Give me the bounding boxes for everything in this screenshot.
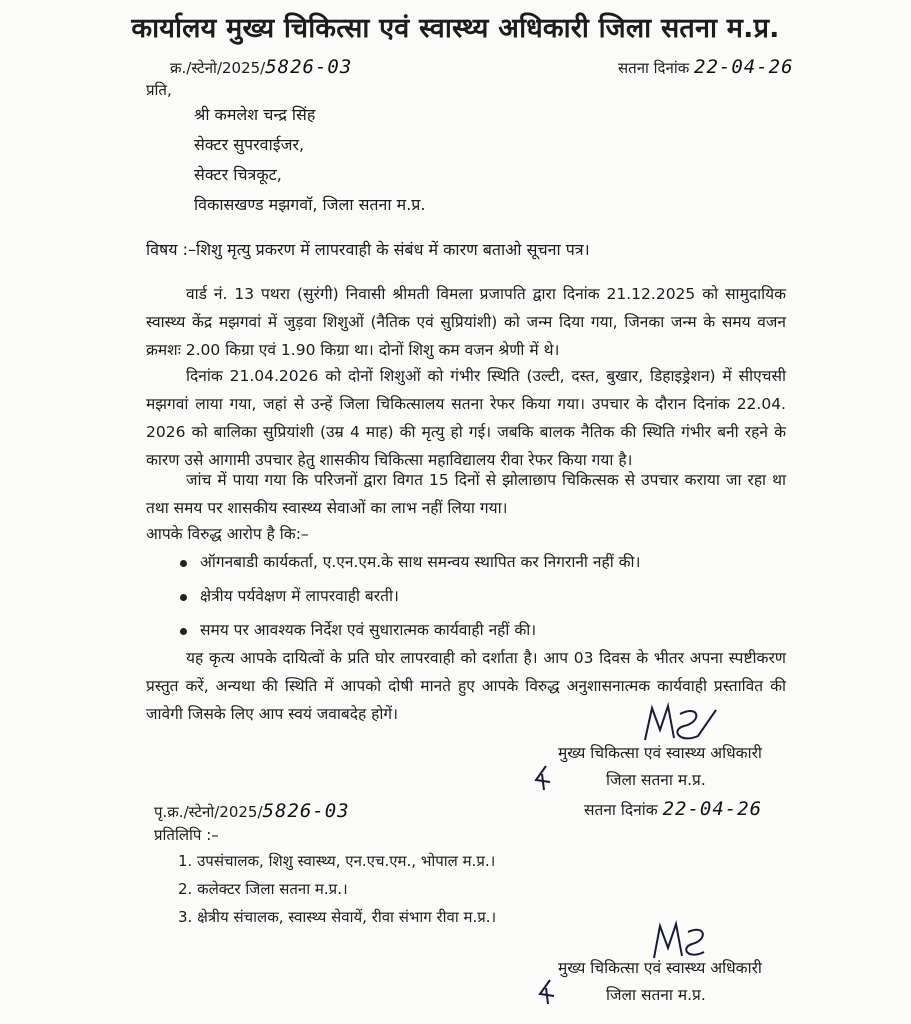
signature-date-handwritten: 22-04-26 bbox=[662, 798, 763, 820]
signatory-district: जिला सतना म.प्र. bbox=[606, 986, 706, 1004]
paragraph-1 bbox=[146, 280, 786, 364]
copy-label: प्रतिलिपि :– bbox=[154, 826, 219, 844]
date-handwritten: 22-04-26 bbox=[694, 56, 794, 78]
reference-prefix: क्र./स्टेनो/2025/ bbox=[170, 59, 266, 77]
copy-list bbox=[178, 847, 496, 931]
copy-item: 1. उपसंचालक, शिशु स्वास्थ्य, एन.एच.एम., भोपाल म.प्र.। bbox=[178, 852, 496, 870]
reference-handwritten: 5826-03 bbox=[265, 56, 353, 78]
date-label: सतना दिनांक bbox=[618, 59, 690, 77]
bullet-dot bbox=[180, 594, 187, 601]
signatory-designation: मुख्य चिकित्सा एवं स्वास्थ्य अधिकारी bbox=[558, 744, 762, 762]
paragraph-3 bbox=[146, 466, 786, 522]
paragraph-4-text: यह कृत्य आपके दायित्वों के प्रति घोर लापरवाही को दर्शाता है। आप 03 दिवस के भीतर अपना स्पष्टीकरण प्रस्तुत करें, अन्यथा की स्थिति में आपको दोषी मानते हुए आपके विरुद्ध अनुशासनात्मक कार्यवाही प्रस्तावित की जावेगी जिसके लिए आप स्वयं जवाबदेह होगें। bbox=[146, 649, 786, 723]
recipient-line: श्री कमलेश चन्द्र सिंह bbox=[194, 105, 316, 124]
copy-reference-handwritten: 5826-03 bbox=[262, 800, 350, 822]
office-title: कार्यालय मुख्य चिकित्सा एवं स्वास्थ्य अधिकारी जिला सतना म.प्र. bbox=[131, 13, 780, 44]
signature-date bbox=[584, 796, 762, 824]
letter-date bbox=[618, 56, 794, 78]
copy-item: 2. कलेक्टर जिला सतना म.प्र.। bbox=[178, 880, 348, 898]
paragraph-2 bbox=[146, 362, 786, 474]
charge-item: ऑगनबाडी कार्यकर्ता, ए.एन.एम.के साथ समन्वय स्थापित कर निगरानी नहीं की। bbox=[200, 553, 641, 571]
charges-intro: आपके विरुद्ध आरोप है कि:– bbox=[146, 525, 309, 543]
copy-reference-prefix: पृ.क्र./स्टेनो/2025/ bbox=[154, 803, 263, 821]
subject-line: विषय :–शिशु मृत्यु प्रकरण में लापरवाही के संबंध में कारण बताओ सूचना पत्र। bbox=[146, 240, 590, 259]
paragraph-1-text: वार्ड नं. 13 पथरा (सुरंगी) निवासी श्रीमती विमला प्रजापति द्वारा दिनांक 21.12.2025 को सामुदायिक स्वास्थ्य केंद्र मझगवां में जुड़वा शिशुओं (नैतिक एवं सुप्रियांशी) को जन्म दिया गया, जिनका जन्म के समय वजन क्रमशः 2.00 किग्रा एवं 1.90 किग्रा था। दोनों शिशु कम वजन श्रेणी में थे। bbox=[146, 285, 786, 359]
signatory-district: जिला सतना म.प्र. bbox=[606, 771, 706, 789]
charge-item: क्षेत्रीय पर्यवेक्षण में लापरवाही बरती। bbox=[200, 587, 399, 605]
prati-label: प्रति, bbox=[146, 81, 172, 99]
signatory-designation: मुख्य चिकित्सा एवं स्वास्थ्य अधिकारी bbox=[558, 959, 762, 977]
bullet-dot bbox=[180, 628, 187, 635]
bullet-dot bbox=[180, 560, 187, 567]
paragraph-2-text: दिनांक 21.04.2026 को दोनों शिशुओं को गंभीर स्थिति (उल्टी, दस्त, बुखार, डिहाइड्रेशन) में सीएचसी मझगवां लाया गया, जहां से उन्हें जिला चिकित्सालय सतना रेफर किया गया। उपचार के दौरान दिनांक 22.04. 2026 को बालिका सुप्रियांशी (उम्र 4 माह) की मृत्यु हो गई। जबकि बालक नैतिक की स्थिति गंभीर बनी रहने के कारण उसे आगामी उपचार हेतु शासकीय चिकित्सा महाविद्यालय रीवा रेफर किया गया है। bbox=[146, 367, 786, 469]
recipient-line: सेक्टर चित्रकूट, bbox=[194, 165, 282, 184]
recipient-address bbox=[194, 100, 426, 220]
charge-item: समय पर आवश्यक निर्देश एवं सुधारात्मक कार्यवाही नहीं की। bbox=[200, 621, 537, 639]
reference-number bbox=[170, 56, 352, 78]
recipient-line: विकासखण्ड मझगवॉ, जिला सतना म.प्र. bbox=[194, 195, 426, 214]
paragraph-3-text: जांच में पाया गया कि परिजनों द्वारा विगत 15 दिनों से झोलाछाप चिकित्सक से उपचार कराया जा रहा था तथा समय पर शासकीय स्वास्थ्य सेवाओं का लाभ नहीं लिया गया। bbox=[146, 471, 786, 517]
recipient-line: सेक्टर सुपरवाईजर, bbox=[194, 135, 305, 154]
copy-reference bbox=[154, 800, 350, 822]
initial-mark bbox=[528, 762, 558, 792]
copy-item: 3. क्षेत्रीय संचालक, स्वास्थ्य सेवायें, रीवा संभाग रीवा म.प्र.। bbox=[178, 908, 497, 926]
signature-date-label: सतना दिनांक bbox=[584, 801, 658, 819]
